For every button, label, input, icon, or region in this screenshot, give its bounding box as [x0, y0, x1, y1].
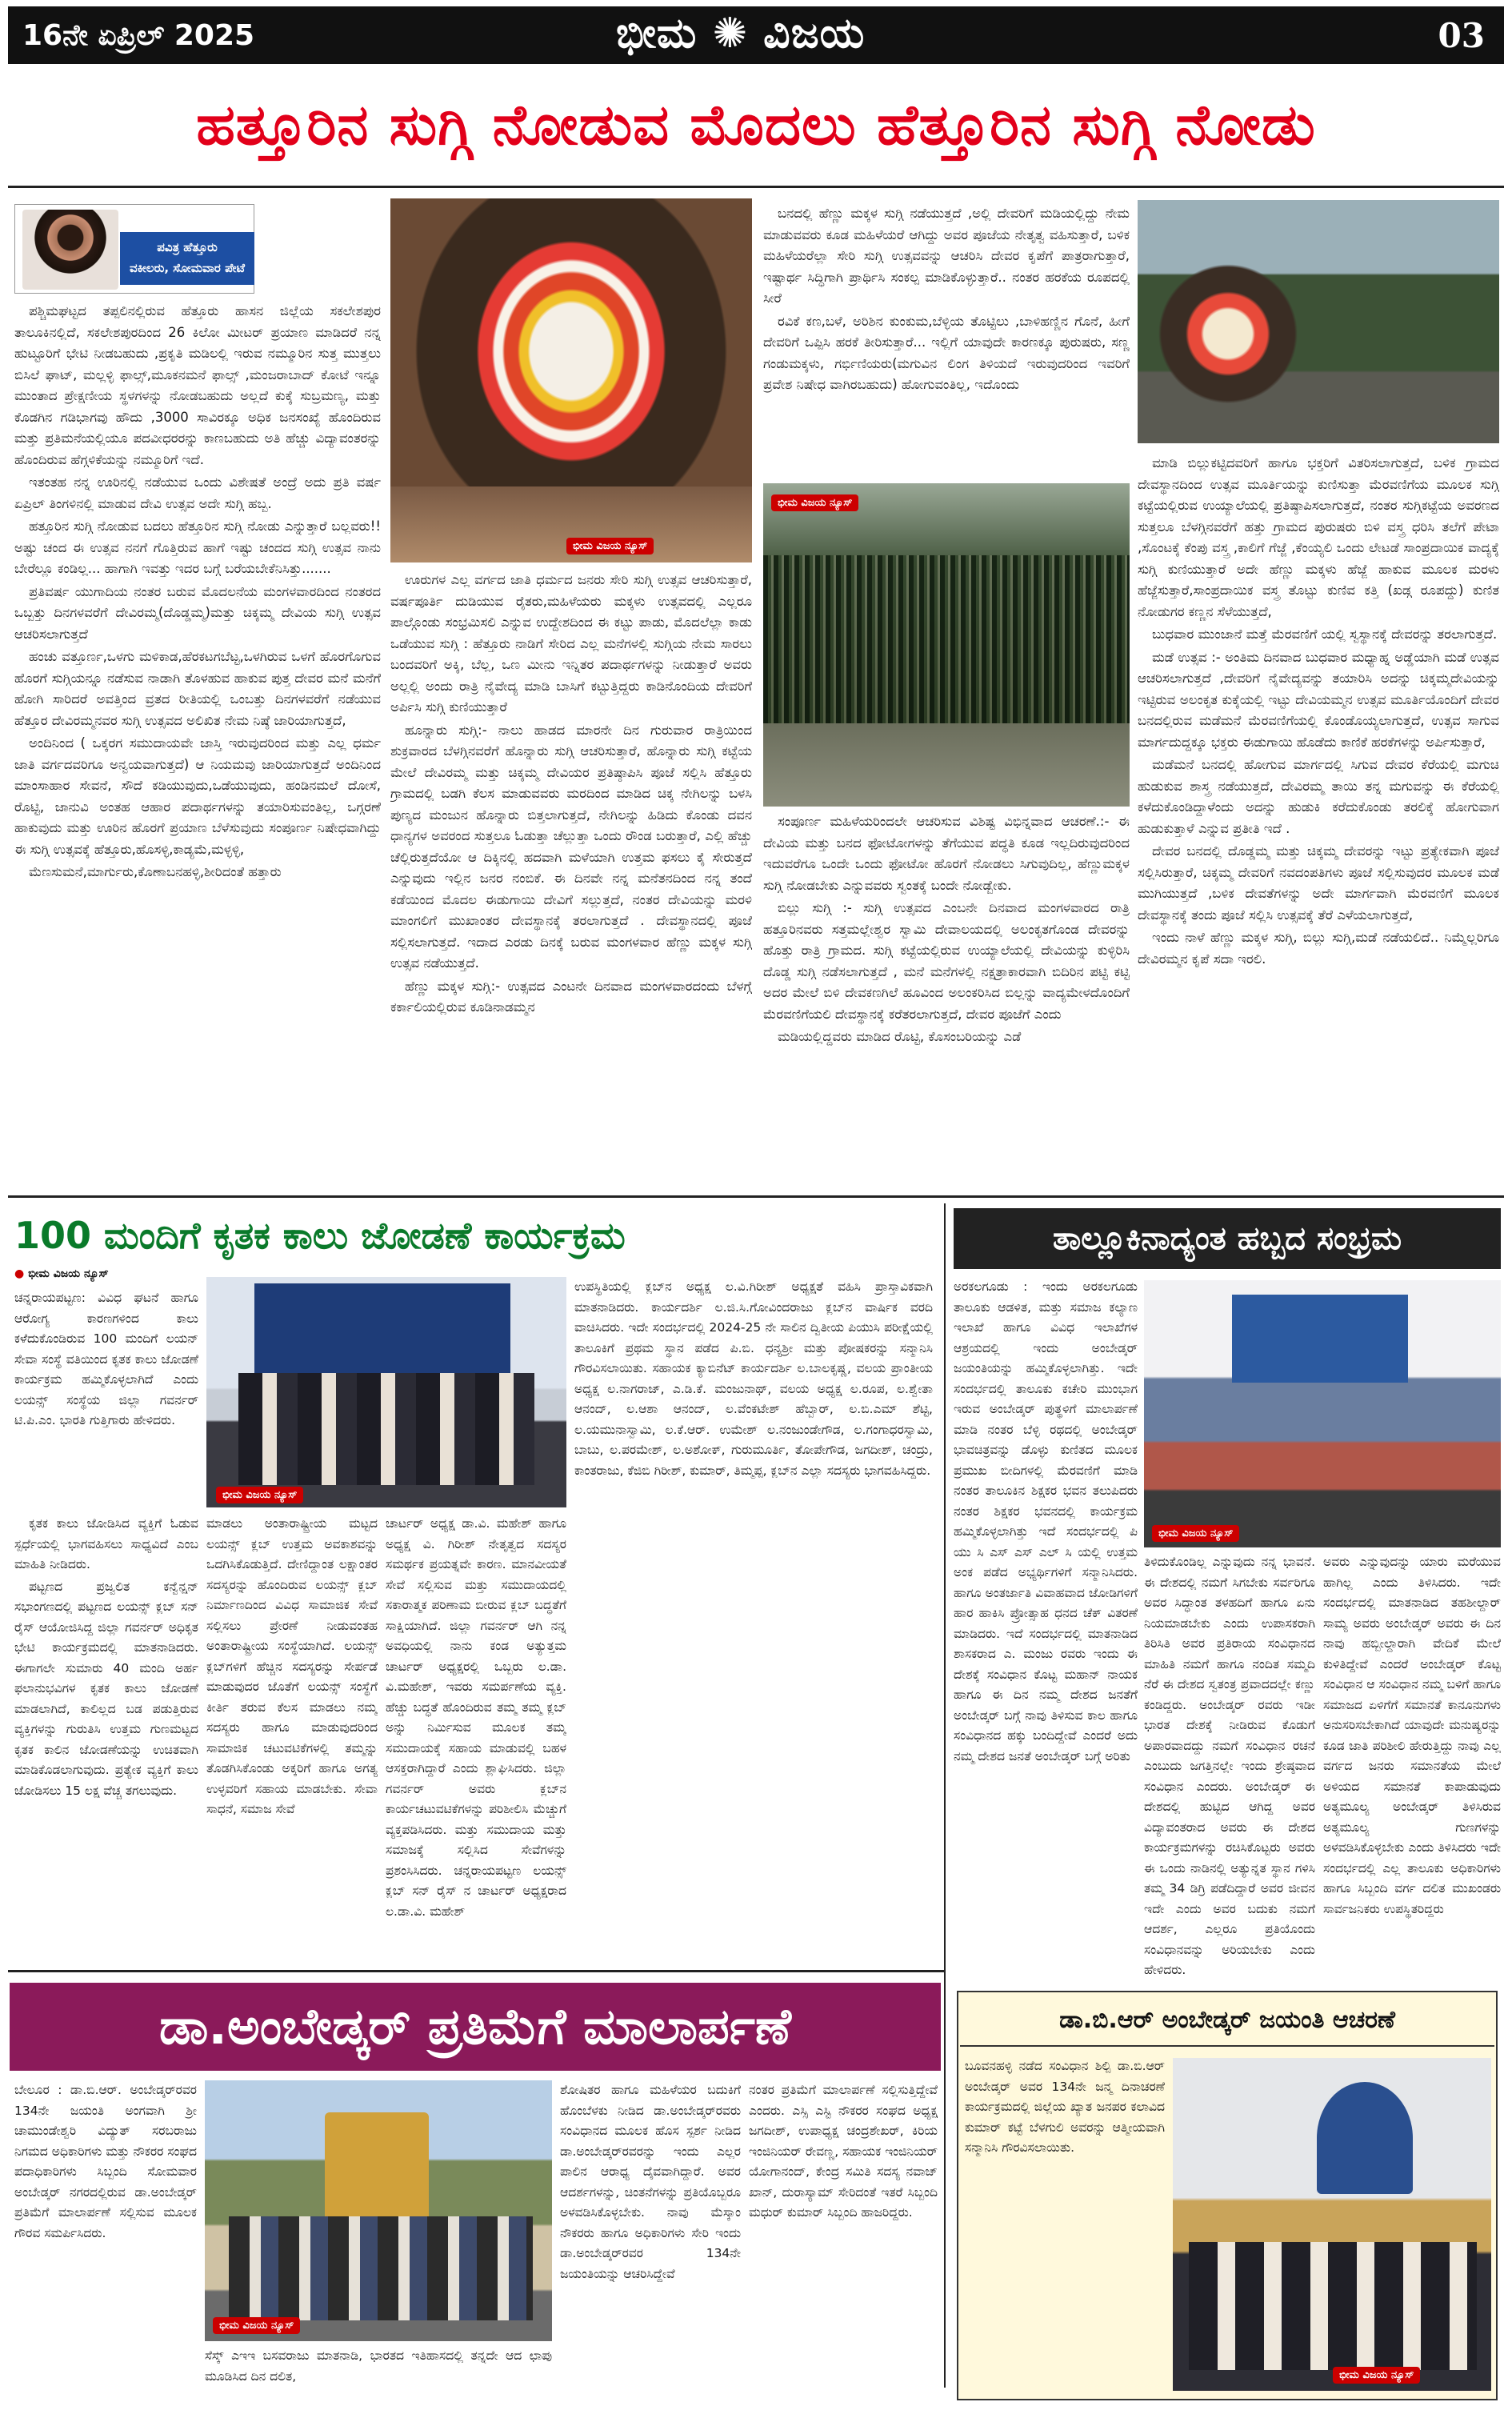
paragraph: ಮಡೆ ಉತ್ಸವ :- ಅಂತಿಮ ದಿನವಾದ ಬುಧವಾರ ಮಧ್ಯಾಹ್ನ ಅಡ್ಡೆಯಾಗಿ ಮಡೆ ಉತ್ಸವ ಆಚರಿಸಲಾಗುತ್ತದೆ ,ದೇವರಿಗೆ ನೈವೇದ್ಯವನ್ನು ತಯಾರಿಸಿ ಅದನ್ನು ಚಿಕ್ಕಮ್ಮದೇವಿಯನ್ನು ಇಟ್ಟಿರುವ ಅಲಂಕೃತ ಕುಕ್ಕೆಯಲ್ಲಿ ಇಟ್ಟು ದೇವಿಯಮ್ಮನ ಉತ್ಸವ ಮೂರ್ತಿಯೊಂದಿಗೆ ದೇವರ ಬನದಲ್ಲಿರುವ ಮಡೆಮನೆ ಮೆರವಣಿಗೆಯಲ್ಲಿ ಕೊಂಡೊಯ್ಯಲಾಗುತ್ತದೆ, ಉತ್ಸವ ಸಾಗುವ ಮಾರ್ಗದುದ್ದಕ್ಕೂ ಭಕ್ತರು ಈಡುಗಾಯಿ ಹೊಡೆದು ಕಾಣಿಕೆ ಹರಕೆಗಳನ್ನು ಅರ್ಪಿಸುತ್ತಾರೆ, — [1138, 649, 1499, 750]
paragraph: ಹಂಚು ವತ್ತೂರ್ಣ,ಒಳಗು ಮಳಿಕಾಡ,ಹೆರಕಟಗಬೆಟ್ಟ,ಒಳಗಿರುವ ಒಳಗೆ ಹೊರಗೊಗುವ ಹೊರಗೆ ಸುಗ್ಗಿಯನ್ನೂ ನಡೆಸುವ ನಾಡಾಗಿ ತೊಳಹುವ ಹಾಕುವ ಪುತ್ತ ದೇವರ ಮನೆ ಮನೆಗೆ ಹೋಗಿ ಸಾರಿದರೆ ಅವತ್ತಿಂದ ವ್ರತದ ರೀತಿಯಲ್ಲಿ ಒಂಬತ್ತು ದಿನಗಳವರೆಗೆ ನಡೆಯುವ ಹೆತ್ತೂರ ದೇವಿರಮ್ಮನವರ ಸುಗ್ಗಿ ಉತ್ಸವದ ಅಲಿಖಿತ ನೇಮ ನಿಷ್ಠೆ ಜಾರಿಯಾಗುತ್ತದೆ, — [14, 649, 381, 728]
photo-credit: ಭೀಮ ವಿಜಯ ನ್ಯೂಸ್ — [1152, 1525, 1239, 1542]
story4-column-4: ನಂತರ ಪ್ರತಿಮೆಗೆ ಮಾಲಾರ್ಪಣೆ ಸಲ್ಲಿಸುತ್ತಿದ್ದೇವೆ ಎಂದರು. ಎಸ್ಸಿ ಎಸ್ಟಿ ನೌಕರರ ಸಂಘದ ಅಧ್ಯಕ್ಷ ಜಗದೀಶ್, ಉಪಾಧ್ಯಕ್ಷ ಚಂದ್ರಶೇಖರ್, ಕಿರಿಯ ಇಂಜಿನಿಯರ್ ರೇವಣ್ಣ, ಸಹಾಯಕ ಇಂಜಿನಿಯರ್ ಯೋಗಾನಂದ್, ಕೇಂದ್ರ ಸಮಿತಿ ಸದಸ್ಯ ನವಾಜ್ ಖಾನ್, ದುರಾಸ್ಯಾಮ್ ಸೇರಿದಂತೆ ಇತರೆ ಸಿಬ್ಬಂದಿ ಮಧುರ್ ಕುಮಾರ್ ಸಿಬ್ಬಂದಿ ಹಾಜರಿದ್ದರು. — [749, 2083, 938, 2220]
crowd-festival-photo — [763, 483, 1130, 807]
paragraph: ಊರುಗಳ ಎಲ್ಲ ವರ್ಗದ ಜಾತಿ ಧರ್ಮದ ಜನರು ಸೇರಿ ಸುಗ್ಗಿ ಉತ್ಸವ ಆಚರಿಸುತ್ತಾರೆ, ವರ್ಷಪೂರ್ತಿ ದುಡಿಯುವ ರೈತರು,ಮಹಿಳೆಯರು ಮಕ್ಕಳು ಉತ್ಸವದಲ್ಲಿ ಎಲ್ಲರೂ ಪಾಲ್ಗೊಂಡು ಸಂಭ್ರಮಿಸಲಿ ಎನ್ನುವ ಉದ್ದೇಶದಿಂದ ಈ ಕಟ್ಟು ಪಾಡು, ಮೊದಲೆಲ್ಲಾ ಕಾಡು ಒಡೆಯುವ ಸುಗ್ಗಿ : ಹೆತ್ತೂರು ನಾಡಿಗೆ ಸೇರಿದ ಎಲ್ಲ ಮನೆಗಳಲ್ಲಿ ಸುಗ್ಗಿಯ ನೇಮ ಸಾರಲು ಬಂದವರಿಗೆ ಅಕ್ಕಿ, ಬೆಲ್ಲ, ಒಣ ಮೀನು ಇನ್ನಿತರ ಪದಾರ್ಥಗಳನ್ನು ನೀಡುತ್ತಾರೆ ಅವರು ಅಲ್ಲಲ್ಲಿ ಅಂದು ರಾತ್ರಿ ನೈವೇದ್ಯ ಮಾಡಿ ಬಾಸಿಗೆ ಕಟ್ಟುತ್ತಿದ್ದರು ಕಾಡಿನೊಂದಿಯ ದೇವರಿಗೆ ಅರ್ಪಿಸಿ ಸುಗ್ಗಿ ಕುಣಿಯುತ್ತಾರೆ — [390, 572, 752, 715]
story2-headline: 100 ಮಂದಿಗೆ ಕೃತಕ ಕಾಲು ಜೋಡಣೆ ಕಾರ್ಯಕ್ರಮ — [14, 1214, 626, 1257]
story4-column-3: ಶೋಷಿತರ ಹಾಗೂ ಮಹಿಳೆಯರ ಬದುಕಿಗೆ ಹೊಂಬೆಳಕು ನೀಡಿದ ಡಾ.ಅಂಬೇಡ್ಕರ್‌ರವರು ಸಂವಿಧಾನದ ಮೂಲಕ ಹೊಸ ಸ್ಪರ್ಶ ನೀಡಿದ ಡಾ.ಅಂಬೇಡ್ಕರ್‌ರವರನ್ನು ಇಂದು ಎಲ್ಲರ ಪಾಲಿನ ಆರಾಧ್ಯ ದೈವವಾಗಿದ್ದಾರೆ. ಅವರ ಆದರ್ಶಗಳನ್ನು, ಚಿಂತನೆಗಳನ್ನು ಪ್ರತಿಯೊಬ್ಬರೂ ಅಳವಡಿಸಿಕೊಳ್ಳಬೇಕು. ನಾವು ಮೆಸ್ಕಾಂ ನೌಕರರು ಹಾಗೂ ಅಧಿಕಾರಿಗಳು ಸೇರಿ ಇಂದು ಡಾ.ಅಂಬೇಡ್ಕರ್‌ರವರ 134ನೇ ಜಯಂತಿಯನ್ನು ಆಚರಿಸಿದ್ದೇವೆ — [560, 2083, 741, 2281]
paragraph: ಮೆಣಸುಮನೆ,ಮಾರ್ಗುರು,ಕೊಣಾಬನಹಳ್ಳಿ,ಶೀರಿದಂತೆ ಹತ್ತಾರು — [29, 864, 282, 879]
story5-body: ಬೂವನಹಳ್ಳಿ ನಡೆದ ಸಂವಿಧಾನ ಶಿಲ್ಪಿ ಡಾ.ಬಿ.ಆರ್ ಅಂಬೇಡ್ಕರ್ ಅವರ 134ನೇ ಜನ್ಮ ದಿನಾಚರಣೆ ಕಾರ್ಯಕ್ರಮದಲ್ಲಿ ಜಿಲ್ಲೆಯ ಖ್ಯಾತ ಜನಪರ ಕಲಾವಿದ ಕುಮಾರ್ ಕಟ್ಟೆ ಬೆಳಗುಲಿ ಅವರನ್ನು ಆತ್ಮೀಯವಾಗಿ ಸನ್ಮಾನಿಸಿ ಗೌರವಿಸಲಾಯಿತು. — [965, 2059, 1165, 2155]
story3-headline: ತಾಲ್ಲೂಕಿನಾದ್ಯಂತ ಹಬ್ಬದ ಸಂಭ್ರಮ — [954, 1208, 1501, 1269]
story5-headline: ಡಾ.ಬಿ.ಆರ್ ಅಂಬೇಡ್ಕರ್ ಜಯಂತಿ ಆಚರಣೆ — [960, 1994, 1494, 2047]
paragraph: ಅಂದಿನಿಂದ ( ಒಕ್ಕರಗ ಸಮುದಾಯವೇ ಜಾಸ್ತಿ ಇರುವುದರಿಂದ ಮತ್ತು ಎಲ್ಲ ಧರ್ಮ ಜಾತಿ ವರ್ಗದವರಿಗೂ ಅನ್ವಯವಾಗುತ್ತದೆ) ಆ ನಿಯಮವು ಜಾರಿಯಾಗುತ್ತದೆ ಅಂದಿನಿಂದ ಮಾಂಸಾಹಾರ ಸೇವನೆ, ಸೌದೆ ಕಡಿಯುವುದು,ಒಡೆಯುವುದು, ಹಂಡಿನಮಲೆ ದೋಸೆ, ರೊಟ್ಟಿ, ಜಾನುವಿ ಅಂತಹ ಆಹಾರ ಪದಾರ್ಥಗಳನ್ನು ತಯಾರಿಸುವಂತಿಲ್ಲ, ಒಗ್ಗರಣೆ ಹಾಕುವುದು ಮತ್ತು ಊರಿನ ಹೊರಗೆ ಪ್ರಯಾಣ ಬೆಳೆಸುವುದು ಸಂಪೂರ್ಣ ನಿಷೇಧವಾಗಿದ್ದು ಈ ಸುಗ್ಗಿ ಉತ್ಸವಕ್ಕೆ ಹೆತ್ತೂರು,ಹೊಸಳ್ಳಿ,ಕಾಡ್ಯಮೆ,ಮಳ್ಳಳ್ಳಿ, — [14, 735, 381, 857]
divider — [8, 186, 1504, 188]
story1-column-3 — [390, 570, 752, 1187]
story1-column-4a — [763, 203, 1130, 478]
story1-column-5 — [1138, 453, 1499, 1187]
paragraph: ಪಟ್ಟಣದ ಪ್ರಜ್ವಲಿತ ಕನ್ವೆನ್ಷನ್ ಸಭಾಂಗಣದಲ್ಲಿ ಪಟ್ಟಣದ ಲಯನ್ಸ್ ಕ್ಲಬ್ ಸನ್ ರೈಸ್ ಆಯೋಜಿಸಿದ್ದ ಜಿಲ್ಲಾ ಗವರ್ನರ್ ಅಧಿಕೃತ ಭೇಟಿ ಕಾರ್ಯಕ್ರಮದಲ್ಲಿ ಮಾತನಾಡಿದರು. ಈಗಾಗಲೇ ಸುಮಾರು 40 ಮಂದಿ ಅರ್ಹ ಫಲಾನುಭವಿಗಳ ಕೃತಕ ಕಾಲು ಜೋಡಣೆ ಮಾಡಲಾಗಿದೆ, ಕಾಲಿಲ್ಲದ ಬಡ ಪಡುತ್ತಿರುವ ವ್ಯಕ್ತಿಗಳನ್ನು ಗುರುತಿಸಿ ಉತ್ತಮ ಗುಣಮಟ್ಟದ ಕೃತಕ ಕಾಲಿನ ಜೋಡಣೆಯನ್ನು ಉಚಿತವಾಗಿ ಮಾಡಿಕೊಡಲಾಗುವುದು. ಪ್ರತ್ಯೇಕ ವ್ಯಕ್ತಿಗೆ ಕಾಲು ಜೋಡಿಸಲು 15 ಲಕ್ಷ ವೆಚ್ಚ ತಗಲುವುದು. — [14, 1579, 198, 1798]
story2-source: ● ಭೀಮ ವಿಜಯ ನ್ಯೂಸ್ — [14, 1267, 109, 1280]
paragraph: ಬುಧವಾರ ಮುಂಜಾನೆ ಮತ್ತೆ ಮೆರವಣಿಗೆ ಯಲ್ಲಿ ಸ್ವಸ್ಥಾನಕ್ಕೆ ದೇವರನ್ನು ತರಲಾಗುತ್ತದೆ. — [1152, 627, 1498, 642]
story1-headline: ಹತ್ತೂರಿನ ಸುಗ್ಗಿ ನೋಡುವ ಮೊದಲು ಹೆತ್ತೂರಿನ ಸುಗ್ಗಿ ನೋಡು — [196, 92, 1316, 158]
paragraph: ಹೆಣ್ಣು ಮಕ್ಕಳ ಸುಗ್ಗಿ:- ಉತ್ಸವದ ಎಂಟನೇ ದಿನವಾದ ಮಂಗಳವಾರದಂದು ಬೆಳಗ್ಗೆ ಕರ್ಕಾಲಿಯಲ್ಲಿರುವ ಕೂಡಿನಾಡಮ್ಮನ — [390, 978, 752, 1015]
issue-date: 16ನೇ ಏಪ್ರಿಲ್ 2025 — [22, 19, 255, 52]
paragraph: ಬನದಲ್ಲಿ ಹೆಣ್ಣು ಮಕ್ಕಳ ಸುಗ್ಗಿ ನಡೆಯುತ್ತದೆ ,ಅಲ್ಲಿ ದೇವರಿಗೆ ಮಡಿಯಲ್ಲಿದ್ದು ನೇಮ ಮಾಡುವವರು ಕೂಡ ಮಹಿಳೆಯರೆ ಆಗಿದ್ದು ಅವರ ಪೂಜೆಯ ನೇತೃತ್ವ ವಹಿಸುತ್ತಾರೆ, ಬಳಿಕ ಮಹಿಳೆಯರೆಲ್ಲಾ ಸೇರಿ ಸುಗ್ಗಿ ಉತ್ಸವವನ್ನು ಆಚರಿಸಿ ದೇವರ ಕೃಪೆಗೆ ಪಾತ್ರರಾಗುತ್ತಾರೆ, ಇಷ್ಟಾರ್ಥ ಸಿದ್ಧಿಗಾಗಿ ಪ್ರಾರ್ಥಿಸಿ ಸಂಕಲ್ಪ ಮಾಡಿಕೊಳ್ಳುತ್ತಾರೆ.. ನಂತರ ಹರಕೆಯ ರೂಪದಲ್ಲಿ ಸೀರೆ — [763, 206, 1130, 306]
photo-credit: ಭೀಮ ವಿಜಯ ನ್ಯೂಸ್ — [213, 2317, 300, 2334]
lions-club-photo — [206, 1277, 566, 1507]
paragraph: ರವಿಕೆ ಕಣ,ಬಳೆ, ಅರಿಶಿನ ಕುಂಕುಮ,ಬೆಳ್ಳಿಯ ತೊಟ್ಟಿಲು ,ಬಾಳಿಹಣ್ಣಿನ ಗೊನೆ, ಹೀಗೆ ದೇವರಿಗೆ ಒಪ್ಪಿಸಿ ಹರಕೆ ತೀರಿಸುತ್ತಾರೆ... ಇಲ್ಲಿಗೆ ಯಾವುದೇ ಕಾರಣಕ್ಕೂ ಪುರುಷರು, ಸಣ್ಣ ಗಂಡುಮಕ್ಕಳು, ಗರ್ಭಿಣಿಯರು(ಮಗುವಿನ ಲಿಂಗ ತಿಳಿಯದೆ ಇರುವುದರಿಂದ ಇವರಿಗೆ ಪ್ರವೇಶ ನಿಷೇಧ ವಾಗಿರಬಹುದು) ಹೋಗುವಂತಿಲ್ಲ, ಇದೊಂದು — [763, 313, 1130, 392]
story3-column-2: ತಿಳಿದುಕೊಂಡಿಲ್ಲ ಎನ್ನುವುದು ನನ್ನ ಭಾವನೆ. ಈ ದೇಶದಲ್ಲಿ ನಮಗೆ ಸಿಗಬೇಕು ಸರ್ವರಿಗೂ ಅವರ ಸಿದ್ಧಾಂತ ತಳಹದಿಗೆ ಹಾಗೂ ಏನು ನಿಯಮಾಡಬೇಕು ಎಂದು ಉಪಾಸಕರಾಗಿ ತಿರಿಸಿತಿ ಅವರ ಪ್ರತಿರಾಯ ಸಂವಿಧಾನದ ಮಾಹಿತಿ ನಮಗೆ ಹಾಗೂ ನಂದಿತ ಸಮ್ಮದಿ ನೆರೆ ಈ ದೇಶದ ಸ್ವತಂತ್ರ ಪ್ರವಾದದಲ್ಲೇ ಕಣ್ಣು ಕಂಡಿದ್ದರು. ಅಂಬೇಡ್ಕರ್ ರವರು ಇಡೀ ಭಾರತ ದೇಶಕ್ಕೆ ನೀಡಿರುವ ಕೊಡುಗೆ ಅಪಾರವಾದದ್ದು ನಮಗೆ ಸಂವಿಧಾನ ರಚನೆ ಎಂಬುದು ಜಗತ್ತಿನಲ್ಲೇ ಇಂದು ಶ್ರೇಷ್ಠವಾದ ಸಂವಿಧಾನ ಎಂದರು. ಅಂಬೇಡ್ಕರ್ ಈ ದೇಶದಲ್ಲಿ ಹುಟ್ಟಿದ ಆಗಿದ್ದ ಅವರ ವಿದ್ಯಾವಂತರಾದ ಅವರು ಈ ದೇಶದ ಕಾರ್ಯಕ್ರಮಗಳನ್ನು ರಚಿಸಿಕೊಟ್ಟರು ಅವರು ಈ ಒಂದು ನಾಡಿನಲ್ಲಿ ಅತ್ಯುನ್ನತ ಸ್ಥಾನ ಗಳಿಸಿ ತಮ್ಮ 34 ಡಿಗ್ರಿ ಪಡೆದಿದ್ದಾರೆ ಅವರ ಜೀವನ ಇದೇ ಎಂದು ಅವರ ಬದುಕು ನಮಗೆ ಆದರ್ಶ, ಎಲ್ಲರೂ ಪ್ರತಿಯೊಂದು ಸಂವಿಧಾನವನ್ನು ಅರಿಯಬೇಕು ಎಂದು ಹೇಳಿದರು. — [1144, 1555, 1315, 1977]
paragraph: ಇಂದು ನಾಳೆ ಹೆಣ್ಣು ಮಕ್ಕಳ ಸುಗ್ಗಿ, ಬಿಲ್ಲು ಸುಗ್ಗಿ,ಮಡೆ ನಡೆಯಲಿದೆ.. ನಿಮ್ಮೆಲ್ಲರಿಗೂ ದೇವಿರಮ್ಮನ ಕೃಪೆ ಸದಾ ಇರಲಿ. — [1138, 930, 1499, 967]
story3-column-3: ಅವರು ಎನ್ನುವುದನ್ನು ಯಾರು ಮರೆಯುವ ಹಾಗಿಲ್ಲ ಎಂದು ತಿಳಿಸಿದರು. ಇದೇ ಸಂದರ್ಭದಲ್ಲಿ ಮಾತನಾಡಿದ ತಹಶೀಲ್ದಾರ್ ಸಾಮ್ಯ ಅವರು ಅಂಬೇಡ್ಕರ್ ಅವರು ಈ ದಿನ ನಾವು ಹಬ್ಬೀಲ್ದಾರಾಗಿ ವೇದಿಕೆ ಮೇಲೆ ಕುಳಿತಿದ್ದೇವೆ ಎಂದರೆ ಅಂಬೇಡ್ಕರ್ ಕೊಟ್ಟ ಸಂವಿಧಾನ ಆ ಸಂವಿಧಾನ ನಮ್ಮ ಬಳಿಗೆ ಹಾಗೂ ಸಮಾಜದ ಏಳಿಗೆಗೆ ಸಮಾನತೆ ಕಾನೂನುಗಳು ಅನುಸರಿಸಬೇಕಾಗಿದೆ ಯಾವುದೇ ಮನುಷ್ಯರನ್ನು ಕೂಡ ಜಾತಿ ಪರಿಶೀಲಿ ಹೇರುತ್ತಿದ್ದು ನಾವು ಎಲ್ಲ ವರ್ಗದ ಜನರು ಸಮಾನತೆಯ ಮೇಲೆ ಅಳಿಯದ ಸಮಾನತೆ ಕಾಪಾಡುವುದು ಅತ್ಯಮೂಲ್ಯ ಅಂಬೇಡ್ಕರ್ ತಿಳಿಸಿರುವ ಅತ್ಯಮೂಲ್ಯ ಗುಣಗಳನ್ನು ಅಳವಡಿಸಿಕೊಳ್ಳಬೇಕು ಎಂದು ತಿಳಿಸಿದರು ಇದೇ ಸಂದರ್ಭದಲ್ಲಿ ಎಲ್ಲ ತಾಲೂಕು ಅಧಿಕಾರಿಗಳು ಹಾಗೂ ಸಿಬ್ಬಂದಿ ವರ್ಗ ದಲಿತ ಮುಖಂಡರು ಸಾರ್ವಜನಿಕರು ಉಪಸ್ಥಿತರಿದ್ದರು — [1323, 1555, 1501, 1916]
story4-column-1: ಬೇಲೂರ : ಡಾ.ಬಿ.ಆರ್. ಅಂಬೇಡ್ಕರ್‌ರವರ 134ನೇ ಜಯಂತಿ ಅಂಗವಾಗಿ ಶ್ರೀ ಚಾಮುಂಡೇಶ್ವರಿ ವಿದ್ಯುತ್ ಸರಬರಾಜು ನಿಗಮದ ಅಧಿಕಾರಿಗಳು ಮತ್ತು ನೌಕರರ ಸಂಘದ ಪದಾಧಿಕಾರಿಗಳು ಸಿಬ್ಬಂದಿ ಸೋಮವಾರ ಅಂಬೇಡ್ಕರ್ ನಗರದಲ್ಲಿರುವ ಡಾ.ಅಂಬೇಡ್ಕರ್ ಪ್ರತಿಮೆಗೆ ಮಾಲಾರ್ಪಣೆ ಸಲ್ಲಿಸುವ ಮೂಲಕ ಗೌರವ ಸಮರ್ಪಿಸಿದರು. — [14, 2083, 197, 2240]
paragraph: ಹತ್ತೂರಿನ ಸುಗ್ಗಿ ನೋಡುವ ಬದಲು ಹೆತ್ತೂರಿನ ಸುಗ್ಗಿ ನೋಡು ಎನ್ನುತ್ತಾರೆ ಬಲ್ಲವರು!! ಅಷ್ಟು ಚಂದ ಈ ಉತ್ಸವ ನನಗೆ ಗೊತ್ತಿರುವ ಹಾಗೆ ಇಷ್ಟು ಚಂದದ ಸುಗ್ಗಿ ಉತ್ಸವ ನಾನು ಬೇರೆಲ್ಲೂ ಕಂಡಿಲ್ಲ... ಹಾಗಾಗಿ ಇವತ್ತು ಇದರ ಬಗ್ಗೆ ಬರೆಯಬೇಕೆನಿಸಿತ್ತು....... — [14, 518, 381, 576]
author-tag — [120, 232, 254, 285]
story2-column-1a: ಚನ್ನರಾಯಪಟ್ಟಣ: ವಿವಿಧ ಘಟನೆ ಹಾಗೂ ಆರೋಗ್ಯ ಕಾರಣಗಳಿಂದ ಕಾಲು ಕಳೆದುಕೊಂಡಿರುವ 100 ಮಂದಿಗೆ ಲಯನ್ ಸೇವಾ ಸಂಸ್ಥೆ ವತಿಯಿಂದ ಕೃತಕ ಕಾಲು ಜೋಡಣೆ ಕಾರ್ಯಕ್ರಮ ಹಮ್ಮಿಕೊಳ್ಳಲಾಗಿದೆ ಎಂದು ಲಯನ್ಸ್ ಸಂಸ್ಥೆಯ ಜಿಲ್ಲಾ ಗವರ್ನರ್ ಟಿ.ಪಿ.ಎಂ. ಭಾರತಿ ಗುತ್ತಿಗಾರು ಹೇಳಿದರು. — [14, 1291, 198, 1427]
paragraph: ಕೃತಕ ಕಾಲು ಜೋಡಿಸಿದ ವ್ಯಕ್ತಿಗೆ ಓಡುವ ಸ್ಪರ್ಧೆಯಲ್ಲಿ ಭಾಗವಹಿಸಲು ಸಾಧ್ಯವಿದೆ ಎಂಬ ಮಾಹಿತಿ ನೀಡಿದರು. — [14, 1516, 198, 1571]
paragraph: ಹೂನ್ನಾರು ಸುಗ್ಗಿ:- ನಾಲು ಹಾಡದ ಮಾರನೇ ದಿನ ಗುರುವಾರ ರಾತ್ರಿಯಿಂದ ಶುಕ್ರವಾರದ ಬೆಳಗ್ಗಿನವರೆಗೆ ಹೊನ್ನಾರು ಸುಗ್ಗಿ ಆಚರಿಸುತ್ತಾರೆ, ಹೊನ್ನಾರು ಸುಗ್ಗಿ ಕಟ್ಟೆಯ ಮೇಲೆ ದೇವಿರಮ್ಮ ಮತ್ತು ಚಿಕ್ಕಮ್ಮ ದೇವಿಯರ ಪ್ರತಿಷ್ಠಾಪಿಸಿ ಪೂಜೆ ಸಲ್ಲಿಸಿ ಹೆತ್ತೂರು ಗ್ರಾಮದಲ್ಲಿ ಬಡಗಿ ಕೆಲಸ ಮಾಡುವವರು ಮರದಿಂದ ಮಾಡಿದ ಚಿಕ್ಕ ನೇಗಿಲನ್ನು ಬಳಸಿ ಪುಣ್ಯದ ಮಂಜುನ ಹೊನ್ನಾರು ಬಿತ್ತಲಾಗುತ್ತದೆ, ನೇಗಿಲನ್ನು ಹಿಡಿದು ಕೊಂಡು ದವನ ಧಾನ್ಯಗಳ ಅವರಂದ ಸುತ್ತಲೂ ಓಡುತ್ತಾ ಚೆಲ್ಲುತ್ತಾ ಒಂದು ರೌಂಡ ಬರುತ್ತಾರೆ, ಎಲ್ಲಿ ಹೆಚ್ಚು ಚೆಲ್ಲಿರುತ್ತದೆಯೋ ಆ ದಿಕ್ಕಿನಲ್ಲಿ ಹದವಾಗಿ ಮಳೆಯಾಗಿ ಉತ್ತಮ ಫಸಲು ಕೈ ಸೇರುತ್ತದೆ ಎನ್ನುವುದು ಇಲ್ಲಿನ ಜನರ ನಂಬಿಕೆ. ಈ ದಿನವೇ ನನ್ನ ಮನೆತನದಿಂದ ನನ್ನ ತಂದೆ ಕಡೆಯಿಂದ ಮೊದಲ ಈಡುಗಾಯಿ ದೇವಿಗೆ ಸಲ್ಲುತ್ತದೆ, ನಂತರ ದೇವಿಯನ್ನು ಮರಳಿ ಮಾಂಗಲಿಗೆ ಮುಖಾಂತರ ದೇವಸ್ಥಾನಕ್ಕೆ ತರಲಾಗುತ್ತದೆ . ದೇವಸ್ಥಾನದಲ್ಲಿ ಪೂಜೆ ಸಲ್ಲಿಸಲಾಗುತ್ತದೆ. ಇದಾದ ಎರಡು ದಿನಕ್ಕೆ ಬರುವ ಮಂಗಳವಾರ ಹೆಣ್ಣು ಮಕ್ಕಳ ಸುಗ್ಗಿ ಉತ್ಸವ ನಡೆಯುತ್ತದೆ. — [390, 722, 752, 971]
paragraph: ಇತಂತಹ ನನ್ನ ಊರಿನಲ್ಲಿ ನಡೆಯುವ ಒಂದು ವಿಶೇಷತೆ ಅಂದ್ರೆ ಅದು ಪ್ರತಿ ವರ್ಷ ಏಪ್ರಿಲ್ ತಿಂಗಳಿನಲ್ಲಿ ಮಾಡುವ ದೇವಿ ಉತ್ಸವ ಅದೇ ಸುಗ್ಗಿ ಹಬ್ಬ. — [14, 474, 381, 511]
statue-garlanding-photo — [205, 2080, 552, 2341]
procession-photo — [1138, 200, 1499, 443]
paragraph: ಮಾಡಿ ಬಿಲ್ಲುಕಟ್ಟಿದವರಿಗೆ ಹಾಗೂ ಭಕ್ತರಿಗೆ ವಿತರಿಸಲಾಗುತ್ತದೆ, ಬಳಿಕ ಗ್ರಾಮದ ದೇವಸ್ಥಾನದಿಂದ ಉತ್ಸವ ಮೂರ್ತಿಯನ್ನು ಕುಣಿಸುತ್ತಾ ಮೆರವಣಿಗೆಯ ಮೂಲಕ ಸುಗ್ಗಿ ಕಟ್ಟೆಯಲ್ಲಿರುವ ಉಯ್ಯಾಲೆಯಲ್ಲಿ ಪ್ರತಿಷ್ಠಾಪಿಸಲಾಗುತ್ತದೆ, ನಂತರ ಸುಗ್ಗಿಕಟ್ಟೆಯ ಅವರಣದ ಸುತ್ತಲೂ ಬೆಳಗ್ಗಿನವರೆಗೆ ಹತ್ತು ಗ್ರಾಮದ ಪುರುಷರು ಬಿಳಿ ವಸ್ತ್ರ ಧರಿಸಿ ತಲೆಗೆ ಪೇಟಾ ,ಸೊಂಟಕ್ಕೆ ಕೆಂಪು ವಸ್ತ್ರ ,ಕಾಲಿಗೆ ಗೆಜ್ಜೆ ,ಕೆಂಯ್ಯಲಿ ಒಂದು ಲೇಟಡೆ ಸಾಂಪ್ರದಾಯಿಕ ವಾದ್ಯಕ್ಕೆ ಸುಗ್ಗಿ ಕುಣಿಯುತ್ತಾರೆ ಅದೇ ಹೆಣ್ಣು ಮಕ್ಕಳು ಹೆಜ್ಜೆ ಹಾಕುವ ಮೂಲಕ ಮರಳು ಹೆಜ್ಜೆಸುತ್ತಾರೆ,ಸಾಂಪ್ರದಾಯಿಕ ವಸ್ತ್ರ ತೊಟ್ಟು ಕುಣಿವ ಕತ್ತಿ (ಖಡ್ಗ ರೂಪದ್ದು) ಕುಣಿತ ನೋಡುಗರ ಕಣ್ಣನ ಸೆಳೆಯುತ್ತದೆ, — [1138, 455, 1499, 619]
divider — [944, 1203, 946, 2388]
story4-column-2: ಸೆಸ್ಕ್ ಎಇಇ ಬಸವರಾಜು ಮಾತನಾಡಿ, ಭಾರತದ ಇತಿಹಾಸದಲ್ಲಿ ತನ್ನದೇ ಆದ ಛಾಪು ಮೂಡಿಸಿದ ದಿನ ದಲಿತ, — [205, 2348, 552, 2384]
bullet-icon: ● — [14, 1267, 25, 1280]
author-role: ವಕೀಲರು, ಸೋಮವಾರ ಪೇಟೆ — [129, 261, 246, 275]
author-name: ಪವಿತ್ರ ಹೆತ್ತೂರು — [157, 240, 218, 254]
photo-credit: ಭೀಮ ವಿಜಯ ನ್ಯೂಸ್ — [216, 1487, 303, 1503]
photo-credit: ಭೀಮ ವಿಜಯ ನ್ಯೂಸ್ — [1333, 2367, 1420, 2384]
story1-column-4b — [763, 811, 1130, 1187]
paragraph: ಬಿಲ್ಲು ಸುಗ್ಗಿ :- ಸುಗ್ಗಿ ಉತ್ಸವದ ಎಂಬನೇ ದಿನವಾದ ಮಂಗಳವಾರದ ರಾತ್ರಿ ಹತ್ತೂರಿನವರು ಸತ್ತಮಲ್ಲೇಶ್ವರ ಸ್ವಾಮಿ ದೇವಾಲಯದಲ್ಲಿ ಅಲಂಕೃತಗೊಂಡ ದೇವರನ್ನು ಹೊತ್ತು ರಾತ್ರಿ ಗ್ರಾಮದ. ಸುಗ್ಗಿ ಕಟ್ಟೆಯಲ್ಲಿರುವ ಉಯ್ಯಾಲೆಯಲ್ಲಿ ದೇವಿಯನ್ನು ಕುಳ್ಳಿರಿಸಿ ದೊಡ್ಡ ಸುಗ್ಗಿ ನಡೆಸಲಾಗುತ್ತದೆ , ಮನೆ ಮನೆಗಳಲ್ಲಿ ನಕ್ಷತ್ರಾಕಾರವಾಗಿ ಬಿದಿರಿನ ಪಟ್ಟಿ ಕಟ್ಟಿ ಅದರ ಮೇಲೆ ಬಿಳಿ ದೇವಕಣಗಿಲೆ ಹೂವಿಂದ ಅಲಂಕರಿಸಿದ ಬಿಲ್ಲನ್ನು ವಾದ್ಯಮೇಳದೊಂದಿಗೆ ಮೆರವಣಿಗೆಯಲಿ ದೇವಸ್ಥಾನಕ್ಕೆ ಕರೆತರಲಾಗುತ್ತದೆ, ದೇವರ ಪೂಜೆಗೆ ಎಂದು — [763, 900, 1130, 1022]
story1-column-1 — [14, 301, 381, 1187]
photo-credit: ಭೀಮ ವಿಜಯ ನ್ಯೂಸ್ — [771, 494, 858, 511]
story2-column-1b — [14, 1514, 198, 1962]
story2-column-2: ಮಾಡಲು ಅಂತಾರಾಷ್ಟ್ರೀಯ ಮಟ್ಟದ ಲಯನ್ಸ್ ಕ್ಲಬ್ ಉತ್ತಮ ಅವಕಾಶವನ್ನು ಒದಗಿಸಿಕೊಡುತ್ತಿದೆ. ದೇಣಿದ್ದಾಂತ ಲಕ್ಷಾಂತರ ಸದಸ್ಯರನ್ನು ಹೊಂದಿರುವ ಲಯನ್ಸ್ ಕ್ಲಬ್ ನಿರ್ಮಾಣದಿಂದ ವಿವಿಧ ಸಾಮಾಜಿಕ ಸೇವೆ ಸಲ್ಲಿಸಲು ಪ್ರೇರಣೆ ನೀಡುವಂತಹ ಅಂತಾರಾಷ್ಟ್ರೀಯ ಸಂಸ್ಥೆಯಾಗಿದೆ. ಲಯನ್ಸ್ ಕ್ಲಬ್‌ಗಳಿಗೆ ಹೆಚ್ಚಿನ ಸದಸ್ಯರನ್ನು ಸೇರ್ಪಡೆ ಮಾಡುವುದರ ಜೊತೆಗೆ ಲಯನ್ಸ್ ಸಂಸ್ಥೆಗೆ ಕೀರ್ತಿ ತರುವ ಕೆಲಸ ಮಾಡಲು ನಮ್ಮ ಸದಸ್ಯರು ಹಾಗೂ ಮಾಡುವುದರಿಂದ ಸಾಮಾಜಿಕ ಚಟುವಟಿಕೆಗಳಲ್ಲಿ ತಮ್ಮನ್ನು ತೊಡಗಿಸಿಕೊಂಡು ಅಕ್ಕರಿಗೆ ಹಾಗೂ ಅಗತ್ಯ ಉಳ್ಳವರಿಗೆ ಸಹಾಯ ಮಾಡಬೇಕು. ಸೇವಾ ಸಾಧನೆ, ಸಮಾಜ ಸೇವೆ — [206, 1516, 378, 1816]
honouring-artist-photo — [1173, 2058, 1491, 2391]
divider — [8, 1195, 1504, 1198]
paragraph: ಮಡಿಯಲ್ಲಿದ್ದವರು ಮಾಡಿದ ರೊಟ್ಟಿ, ಕೊಸಂಬರಿಯನ್ನು ಎಡೆ — [778, 1029, 1022, 1044]
author-photo — [22, 210, 118, 290]
paragraph: ದೇವರ ಬನದಲ್ಲಿ ದೊಡ್ಡಮ್ಮ ಮತ್ತು ಚಿಕ್ಕಮ್ಮ ದೇವರನ್ನು ಇಟ್ಟು ಪ್ರತ್ಯೇಕವಾಗಿ ಪೂಜೆ ಸಲ್ಲಿಸಿರುತ್ತಾರೆ, ಚಿಕ್ಕಮ್ಮ ದೇವರಿಗೆ ನವದಂಪತಿಗಳು ಪೂಜೆ ಸಲ್ಲಿಸುವುದರ ಮೂಲಕ ಮಡೆ ಮುಗಿಯುತ್ತದೆ ,ಬಳಿಕ ದೇವತೆಗಳನ್ನು ಅದೇ ಮಾರ್ಗವಾಗಿ ಮೆರವಣಿಗೆ ಮೂಲಕ ದೇವಸ್ಥಾನಕ್ಕೆ ತಂದು ಪೂಜೆ ಸಲ್ಲಿಸಿ ಉತ್ಸವಕ್ಕೆ ತೆರೆ ಎಳೆಯಲಾಗುತ್ತದೆ, — [1138, 843, 1499, 923]
photo-credit: ಭೀಮ ವಿಜಯ ನ್ಯೂಸ್ — [566, 538, 654, 554]
page-number: 03 — [1438, 16, 1485, 55]
paragraph: ಸಂಪೂರ್ಣ ಮಹಿಳೆಯರಿಂದಲೇ ಆಚರಿಸುವ ವಿಶಿಷ್ಟ ವಿಭಿನ್ನವಾದ ಆಚರಣೆ.:- ಈ ದೇವಿಯ ಮತ್ತು ಬನದ ಫೋಟೋಗಳನ್ನು ತೆಗೆಯುವ ಪದ್ಧತಿ ಕೂಡ ಇಲ್ಲದಿರುವುದರಿಂದ ಇದುವರೆಗೂ ಒಂದೇ ಒಂದು ಫೋಟೋ ಹೊರಗೆ ನೋಡಲು ಸಿಗುವುದಿಲ್ಲ, ಹೆಣ್ಣುಮಕ್ಕಳ ಸುಗ್ಗಿ ನೋಡಬೇಕು ಎನ್ನುವವರು ಸ್ವಂತಕ್ಕೆ ಬಂದೇ ನೋಡ್ಬೇಕು. — [763, 814, 1130, 893]
temple-deity-photo — [390, 198, 752, 562]
newspaper-title: ಭೀಮ ✺ ವಿಜಯ — [616, 10, 866, 58]
ambedkar-jayanti-stage-photo — [1144, 1280, 1501, 1547]
story2-column-3: ಚಾರ್ಟರ್ ಅಧ್ಯಕ್ಷ ಡಾ.ವಿ. ಮಹೇಶ್ ಹಾಗೂ ಅಧ್ಯಕ್ಷ ವಿ. ಗಿರೀಶ್ ನೇತೃತ್ವದ ಸದಸ್ಯರ ಸಮರ್ಥಕ ಪ್ರಯತ್ನವೇ ಕಾರಣ. ಮಾನವೀಯತೆ ಸೇವೆ ಸಲ್ಲಿಸುವ ಮತ್ತು ಸಮುದಾಯದಲ್ಲಿ ಸಕಾರಾತ್ಮಕ ಪರಿಣಾಮ ಬೀರುವ ಕ್ಲಬ್ ಬದ್ಧತೆಗೆ ಸಾಕ್ಷಿಯಾಗಿದೆ. ಜಿಲ್ಲಾ ಗವರ್ನರ್ ಆಗಿ ನನ್ನ ಅವಧಿಯಲ್ಲಿ ನಾನು ಕಂಡ ಅತ್ಯುತ್ತಮ ಚಾರ್ಟರ್ ಅಧ್ಯಕ್ಷರಲ್ಲಿ ಒಬ್ಬರು ಲ.ಡಾ. ವಿ.ಮಹೇಶ್, ಇವರು ಸಮರ್ಪಣೆಯ ವ್ಯಕ್ತಿ. ಹೆಚ್ಚು ಬದ್ಧತೆ ಹೊಂದಿರುವ ತಮ್ಮ ತಮ್ಮ ಕ್ಲಬ್ ಅನ್ನು ನಿರ್ಮಿಸುವ ಮೂಲಕ ತಮ್ಮ ಸಮುದಾಯಕ್ಕೆ ಸಹಾಯ ಮಾಡುವಲ್ಲಿ ಬಹಳ ಆಸಕ್ತರಾಗಿದ್ದಾರೆ ಎಂದು ಶ್ಲಾಘಿಸಿದರು. ಜಿಲ್ಲಾ ಗವರ್ನರ್ ಅವರು ಕ್ಲಬ್‌ನ ಕಾರ್ಯಚಟುವಟಿಕೆಗಳನ್ನು ಪರಿಶೀಲಿಸಿ ಮೆಚ್ಚುಗೆ ವ್ಯಕ್ತಪಡಿಸಿದರು. ಮತ್ತು ಸಮುದಾಯ ಮತ್ತು ಸಮಾಜಕ್ಕೆ ಸಲ್ಲಿಸಿದ ಸೇವೆಗಳನ್ನು ಪ್ರಶಂಸಿಸಿದರು. ಚನ್ನರಾಯಪಟ್ಟಣ ಲಯನ್ಸ್ ಕ್ಲಬ್ ಸನ್ ರೈಸ್ ನ ಚಾರ್ಟರ್ ಅಧ್ಯಕ್ಷರಾದ ಲ.ಡಾ.ವಿ. ಮಹೇಶ್ — [386, 1516, 566, 1919]
paragraph: ಪ್ರತಿವರ್ಷ ಯುಗಾದಿಯ ನಂತರ ಬರುವ ಮೊದಲನೆಯ ಮಂಗಳವಾರದಿಂದ ನಂತರದ ಒಬ್ಬತ್ತು ದಿನಗಳವರೆಗೆ ದೇವಿರಮ್ಮ(ದೊಡ್ಡಮ್ಮ)ಮತ್ತು ಚಿಕ್ಕಮ್ಮ ದೇವಿಯ ಸುಗ್ಗಿ ಉತ್ಸವ ಆಚರಿಸಲಾಗುತ್ತದೆ — [14, 583, 381, 642]
story3-column-1: ಅರಕಲಗೂಡು : ಇಂದು ಅರಕಲಗೂಡು ತಾಲೂಕು ಆಡಳಿತ, ಮತ್ತು ಸಮಾಜ ಕಲ್ಯಾಣ ಇಲಾಖೆ ಹಾಗೂ ವಿವಿಧ ಇಲಾಖೆಗಳ ಆಶ್ರಯದಲ್ಲಿ ಇಂದು ಅಂಬೇಡ್ಕರ್ ಜಯಂತಿಯನ್ನು ಹಮ್ಮಿಕೊಳ್ಳಲಾಗಿತ್ತು. ಇದೇ ಸಂದರ್ಭದಲ್ಲಿ ತಾಲೂಕು ಕಚೇರಿ ಮುಂಭಾಗ ಇರುವ ಅಂಬೇಡ್ಕರ್ ಪುತ್ಥಳಿಗೆ ಮಾಲಾರ್ಪಣೆ ಮಾಡಿ ನಂತರ ಬೆಳ್ಳಿ ರಥದಲ್ಲಿ ಅಂಬೇಡ್ಕರ್ ಭಾವಚಿತ್ರವನ್ನು ಡೊಳ್ಳು ಕುಣಿತದ ಮೂಲಕ ಪ್ರಮುಖ ಬೀದಿಗಳಲ್ಲಿ ಮೆರವಣಿಗೆ ಮಾಡಿ ನಂತರ ತಾಲೂಕಿನ ಶಿಕ್ಷಕರ ಭವನ ತಲುಪಿದರು ನಂತರ ಶಿಕ್ಷಕರ ಭವನದಲ್ಲಿ ಕಾರ್ಯಕ್ರಮ ಹಮ್ಮಿಕೊಳ್ಳಲಾಗಿತ್ತು ಇದೆ ಸಂದರ್ಭದಲ್ಲಿ ಪಿ ಯು ಸಿ ಎಸ್ ಎಸ್ ಎಲ್ ಸಿ ಯಲ್ಲಿ ಉತ್ತಮ ಅಂಕ ಪಡೆದ ಅಭ್ಯರ್ಥಿಗಳಿಗೆ ಸನ್ಮಾನಿಸಿದರು. ಹಾಗೂ ಅಂತರ್ಜಾತಿ ವಿವಾಹವಾದ ಜೋಡಿಗಳಿಗೆ ಹಾರ ಹಾಕಿಸಿ ಪ್ರೋತ್ಸಾಹ ಧನದ ಚೆಕ್ ವಿತರಣೆ ಮಾಡಿದರು. ಇದೆ ಸಂದರ್ಭದಲ್ಲಿ ಮಾತನಾಡಿದ ಶಾಸಕರಾದ ಎ. ಮಂಜು ರವರು ಇಂದು ಈ ದೇಶಕ್ಕೆ ಸಂವಿಧಾನ ಕೊಟ್ಟ ಮಹಾನ್ ನಾಯಕ ಹಾಗೂ ಈ ದಿನ ನಮ್ಮ ದೇಶದ ಜನತೆಗೆ ಅಂಬೇಡ್ಕರ್ ಬಗ್ಗೆ ನಾವು ತಿಳಿಸುವ ಕಾಲ ಹಾಗೂ ಸಂವಿಧಾನದ ಹಕ್ಕು ಬಂದಿದ್ದೇವೆ ಎಂದರೆ ಅದು ನಮ್ಮ ದೇಶದ ಜನತೆ ಅಂಬೇಡ್ಕರ್ ಬಗ್ಗೆ ಅರಿತು — [954, 1279, 1138, 1763]
paragraph: ಪಶ್ಚಿಮಘಟ್ಟದ ತಪ್ಪಲಿನಲ್ಲಿರುವ ಹೆತ್ತೂರು ಹಾಸನ ಜಿಲ್ಲೆಯ ಸಕಲೇಶಪುರ ತಾಲೂಕಿನಲ್ಲಿದೆ, ಸಕಲೇಶಪುರದಿಂದ 26 ಕಿಲೋ ಮೀಟರ್ ಪ್ರಯಾಣ ಮಾಡಿದರೆ ನನ್ನ ಹುಟ್ಟೂರಿಗೆ ಭೇಟಿ ನೀಡಬಹುದು ,ಪ್ರಕೃತಿ ಮಡಿಲಲ್ಲಿ ಇರುವ ನಮ್ಮೂರಿನ ಸುತ್ತ ಮುತ್ತಲು ಬಿಸಿಲೆ ಘಾಟ್, ಮಲ್ಲಳ್ಳಿ ಫಾಲ್ಸ್,ಮೂಕನಮನೆ ಫಾಲ್ಸ್ ,ಮಂಜರಾಬಾದ್ ಕೋಟೆ ಇನ್ನೂ ಮುಂತಾದ ಪ್ರೇಕ್ಷಣೀಯ ಸ್ಥಳಗಳನ್ನು ನೋಡಬಹುದು ಅಲ್ಲದೆ ಕುಕ್ಕೆ ಸುಬ್ರಮಣ್ಯ, ಮತ್ತು ಕೊಡಗಿನ ಗಡಿಭಾಗವು ಹೌದು ,3000 ಸಾವಿರಕ್ಕೂ ಅಧಿಕ ಜನಸಂಖ್ಯೆ ಹೊಂದಿರುವ ಮತ್ತು ಪ್ರತಿಮನೆಯಲ್ಲಿಯೂ ಪದವೀಧರರನ್ನು ಕಾಣಬಹುದು ಅತಿ ಹೆಚ್ಚು ವಿದ್ಯಾವಂತರನ್ನು ಹೊಂದಿರುವ ಹೆಗ್ಗಳಿಕೆಯನ್ನು ನಮ್ಮೂರಿಗೆ ಇದೆ. — [14, 303, 381, 467]
masthead — [8, 6, 1504, 64]
paragraph: ಮಡೆಮನೆ ಬನದಲ್ಲಿ ಹೋಗುವ ಮಾರ್ಗದಲ್ಲಿ ಸಿಗುವ ದೇವರ ಕೆರೆಯಲ್ಲಿ ಮಗುಚಿ ಹುಡುಕುವ ಶಾಸ್ತ್ರ ನಡೆಯುತ್ತದೆ, ದೇವಿರಮ್ಮ ತಾಯಿ ತನ್ನ ಮಗುವನ್ನು ಈ ಕೆರೆಯಲ್ಲಿ ಕಳೆದುಕೊಂಡಿದ್ದಾಳೆಂದು ಅದನ್ನು ಹುಡುಕಿ ಕರೆದುಕೊಂಡು ತರಲಿಕ್ಕೆ ಹೋಗುವಾಗ ಹುಡುಕುತ್ತಾಳೆ ಎನ್ನುವ ಪ್ರತೀತಿ ಇದೆ . — [1138, 757, 1499, 836]
story2-column-4: ಉಪಸ್ಥಿತಿಯಲ್ಲಿ ಕ್ಲಬ್‌ನ ಅಧ್ಯಕ್ಷ ಲ.ವಿ.ಗಿರೀಶ್ ಅಧ್ಯಕ್ಷತೆ ವಹಿಸಿ ಪ್ರಾಸ್ತಾವಿಕವಾಗಿ ಮಾತನಾಡಿದರು. ಕಾರ್ಯದರ್ಶಿ ಲ.ಜಿ.ಸಿ.ಗೋವಿಂದರಾಜು ಕ್ಲಬ್‌ನ ವಾರ್ಷಿಕ ವರದಿ ವಾಚಿಸಿದರು. ಇದೇ ಸಂದರ್ಭದಲ್ಲಿ 2024-25 ನೇ ಸಾಲಿನ ದ್ವಿತೀಯ ಪಿಯುಸಿ ಪರೀಕ್ಷೆಯಲ್ಲಿ ತಾಲೂಕಿಗೆ ಪ್ರಥಮ ಸ್ಥಾನ ಪಡೆದ ಪಿ.ಬಿ. ಧನ್ಯಶ್ರೀ ಮತ್ತು ಪೋಷಕರನ್ನು ಸನ್ಮಾನಿಸಿ ಗೌರವಿಸಲಾಯಿತು. ಸಹಾಯಕ ಕ್ಯಾಬಿನೆಟ್ ಕಾರ್ಯದರ್ಶಿ ಲ.ಬಾಲಕೃಷ್ಣ, ವಲಯ ಪ್ರಾಂತೀಯ ಅಧ್ಯಕ್ಷ ಲ.ನಾಗರಾಜ್, ಎ.ಡಿ.ಕೆ. ಮಂಜುನಾಥ್, ವಲಯ ಅಧ್ಯಕ್ಷ ಲ.ರೂಪ, ಲ.ಶ್ವೇತಾ ಆನಂದ್, ಲ.ಆಶಾ ಆನಂದ್, ಲ.ವೆಂಕಟೇಶ್ ಹೆಬ್ಬಾರ್, ಲ.ಬಿ.ಎಮ್ ಶೆಟ್ಟಿ, ಲ.ಯಮುನಾಸ್ವಾಮಿ, ಲ.ಕೆ.ಆರ್. ಉಮೇಶ್ ಲ.ನಂಜುಂಡೇಗೌಡ, ಲ.ಗಂಗಾಧರಸ್ವಾಮಿ, ಬಾಬು, ಲ.ಪರಮೇಶ್, ಲ.ಅಶೋಕ್, ಗುರುಮೂರ್ತಿ, ತೋಪೇಗೌಡ, ಜಗದೀಶ್, ಚಂದ್ರು, ಕಾಂತರಾಜು, ಕೆಜಿಬಿ ಗಿರೀಶ್, ಕುಮಾರ್, ತಿಮ್ಮಪ್ಪ, ಕ್ಲಬ್‌ನ ಎಲ್ಲಾ ಸದಸ್ಯರು ಭಾಗವಹಿಸಿದ್ದರು. — [574, 1279, 933, 1478]
divider — [8, 1970, 944, 1972]
story4-headline: ಡಾ.ಅಂಬೇಡ್ಕರ್ ಪ್ರತಿಮೆಗೆ ಮಾಲಾರ್ಪಣೆ — [10, 1983, 941, 2071]
